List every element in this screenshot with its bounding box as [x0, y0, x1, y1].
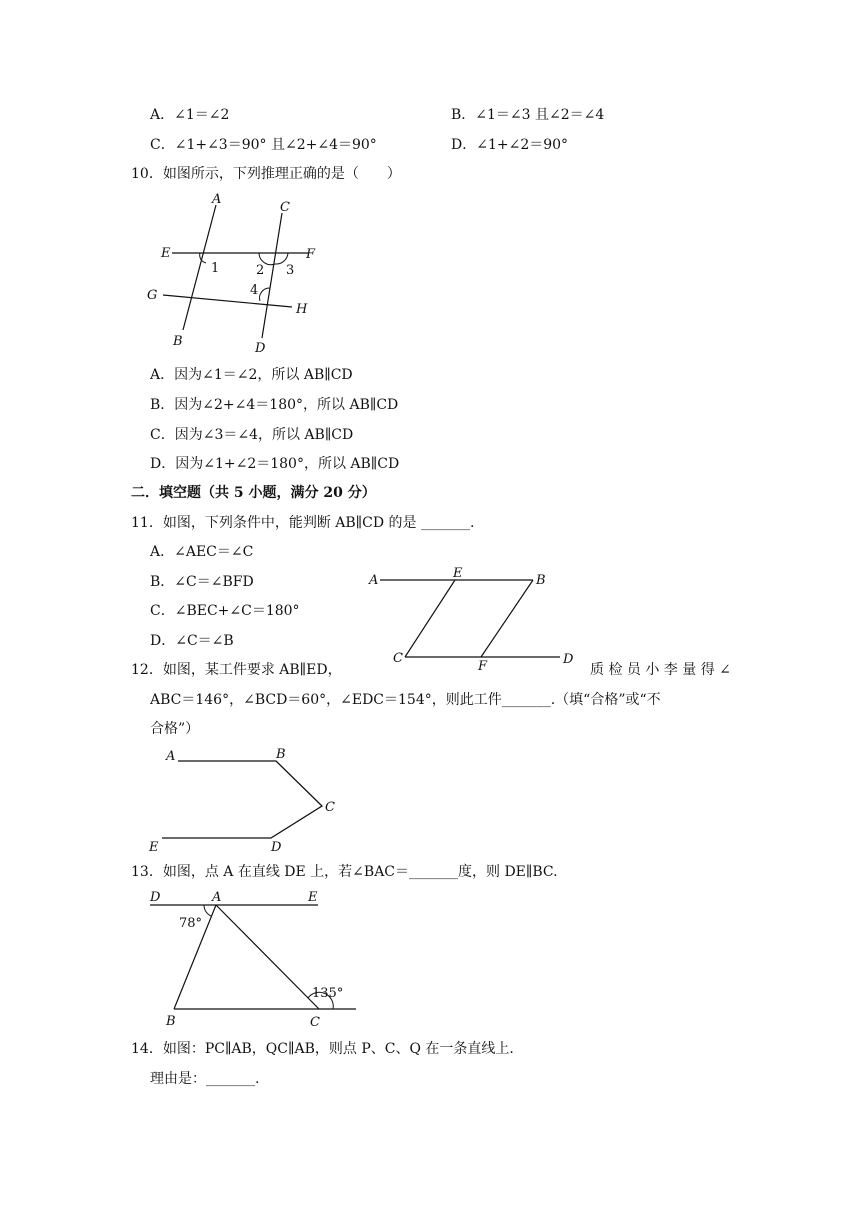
q10-label-4: 4 [250, 283, 259, 298]
q13-label-c: C [310, 1015, 320, 1030]
q12-label-c: C [325, 800, 335, 815]
q13-label-e: E [308, 890, 318, 905]
q10-label-b: B [173, 334, 183, 349]
q12-line3: 合格”） [150, 721, 200, 737]
q11-label-e: E [453, 566, 463, 581]
q12-label-a: A [166, 749, 176, 764]
q10-label-e: E [161, 246, 171, 261]
q12-label-e: E [149, 840, 159, 855]
q9-option-b: B．∠1＝∠3 且∠2＝∠4 [451, 107, 605, 123]
q11-option-b: B．∠C＝∠BFD [150, 574, 254, 590]
q10-label-c: C [280, 200, 290, 215]
q11-label-d: D [563, 652, 574, 667]
q10-label-a: A [212, 192, 222, 207]
q12-line1-right: 质 检 员 小 李 量 得 ∠ [590, 662, 731, 678]
q13-angle-c: 135° [312, 986, 344, 1001]
q10-label-f: F [306, 247, 316, 262]
q13-label-a: A [212, 890, 222, 905]
q10-label-1: 1 [211, 261, 220, 276]
q10-label-g: G [147, 288, 158, 303]
q12-label-d: D [271, 840, 282, 855]
q10-label-2: 2 [256, 263, 265, 278]
q11-label-c: C [393, 651, 403, 666]
q12-label-b: B [276, 747, 286, 762]
q11-option-d: D．∠C＝∠B [150, 633, 234, 649]
q13-angle-a: 78° [179, 916, 203, 931]
q12-line2: ABC＝146°，∠BCD＝60°，∠EDC＝154°，则此工件_______.（填“合格”或“不 [150, 692, 661, 708]
q9-option-d: D．∠1+∠2＝90° [451, 137, 569, 153]
q13-label-d: D [150, 890, 161, 905]
q12-line1-left: 12．如图，某工件要求 AB∥ED， [131, 662, 342, 678]
section-heading: 二．填空题（共 5 小题，满分 20 分） [131, 485, 376, 501]
q10-option-c: C．因为∠3＝∠4，所以 AB∥CD [150, 427, 354, 443]
q11-label-f: F [478, 659, 488, 674]
q13-label-b: B [166, 1014, 176, 1029]
q10-option-b: B．因为∠2+∠4＝180°，所以 AB∥CD [150, 397, 399, 413]
q10-stem: 10．如图所示，下列推理正确的是（ ） [131, 166, 401, 182]
q10-option-a: A．因为∠1＝∠2，所以 AB∥CD [150, 367, 353, 383]
q11-option-c: C．∠BEC+∠C＝180° [150, 603, 300, 619]
q13-stem: 13．如图，点 A 在直线 DE 上，若∠BAC＝_______度，则 DE∥BC. [131, 864, 558, 880]
q11-label-b: B [536, 573, 546, 588]
q10-label-d: D [255, 341, 266, 356]
q11-stem: 11．如图，下列条件中，能判断 AB∥CD 的是 _______. [131, 515, 475, 531]
q11-option-a: A．∠AEC＝∠C [150, 544, 254, 560]
q10-option-d: D．因为∠1+∠2＝180°，所以 AB∥CD [150, 456, 400, 472]
q14-reason: 理由是：_______. [150, 1071, 260, 1087]
q10-label-h: H [296, 302, 308, 317]
q9-option-c: C．∠1+∠3＝90° 且∠2+∠4＝90° [150, 137, 377, 153]
q9-option-a: A．∠1＝∠2 [150, 107, 230, 123]
q10-label-3: 3 [286, 263, 295, 278]
q14-stem: 14．如图：PC∥AB，QC∥AB，则点 P、C、Q 在一条直线上. [131, 1041, 514, 1057]
q11-label-a: A [369, 573, 379, 588]
